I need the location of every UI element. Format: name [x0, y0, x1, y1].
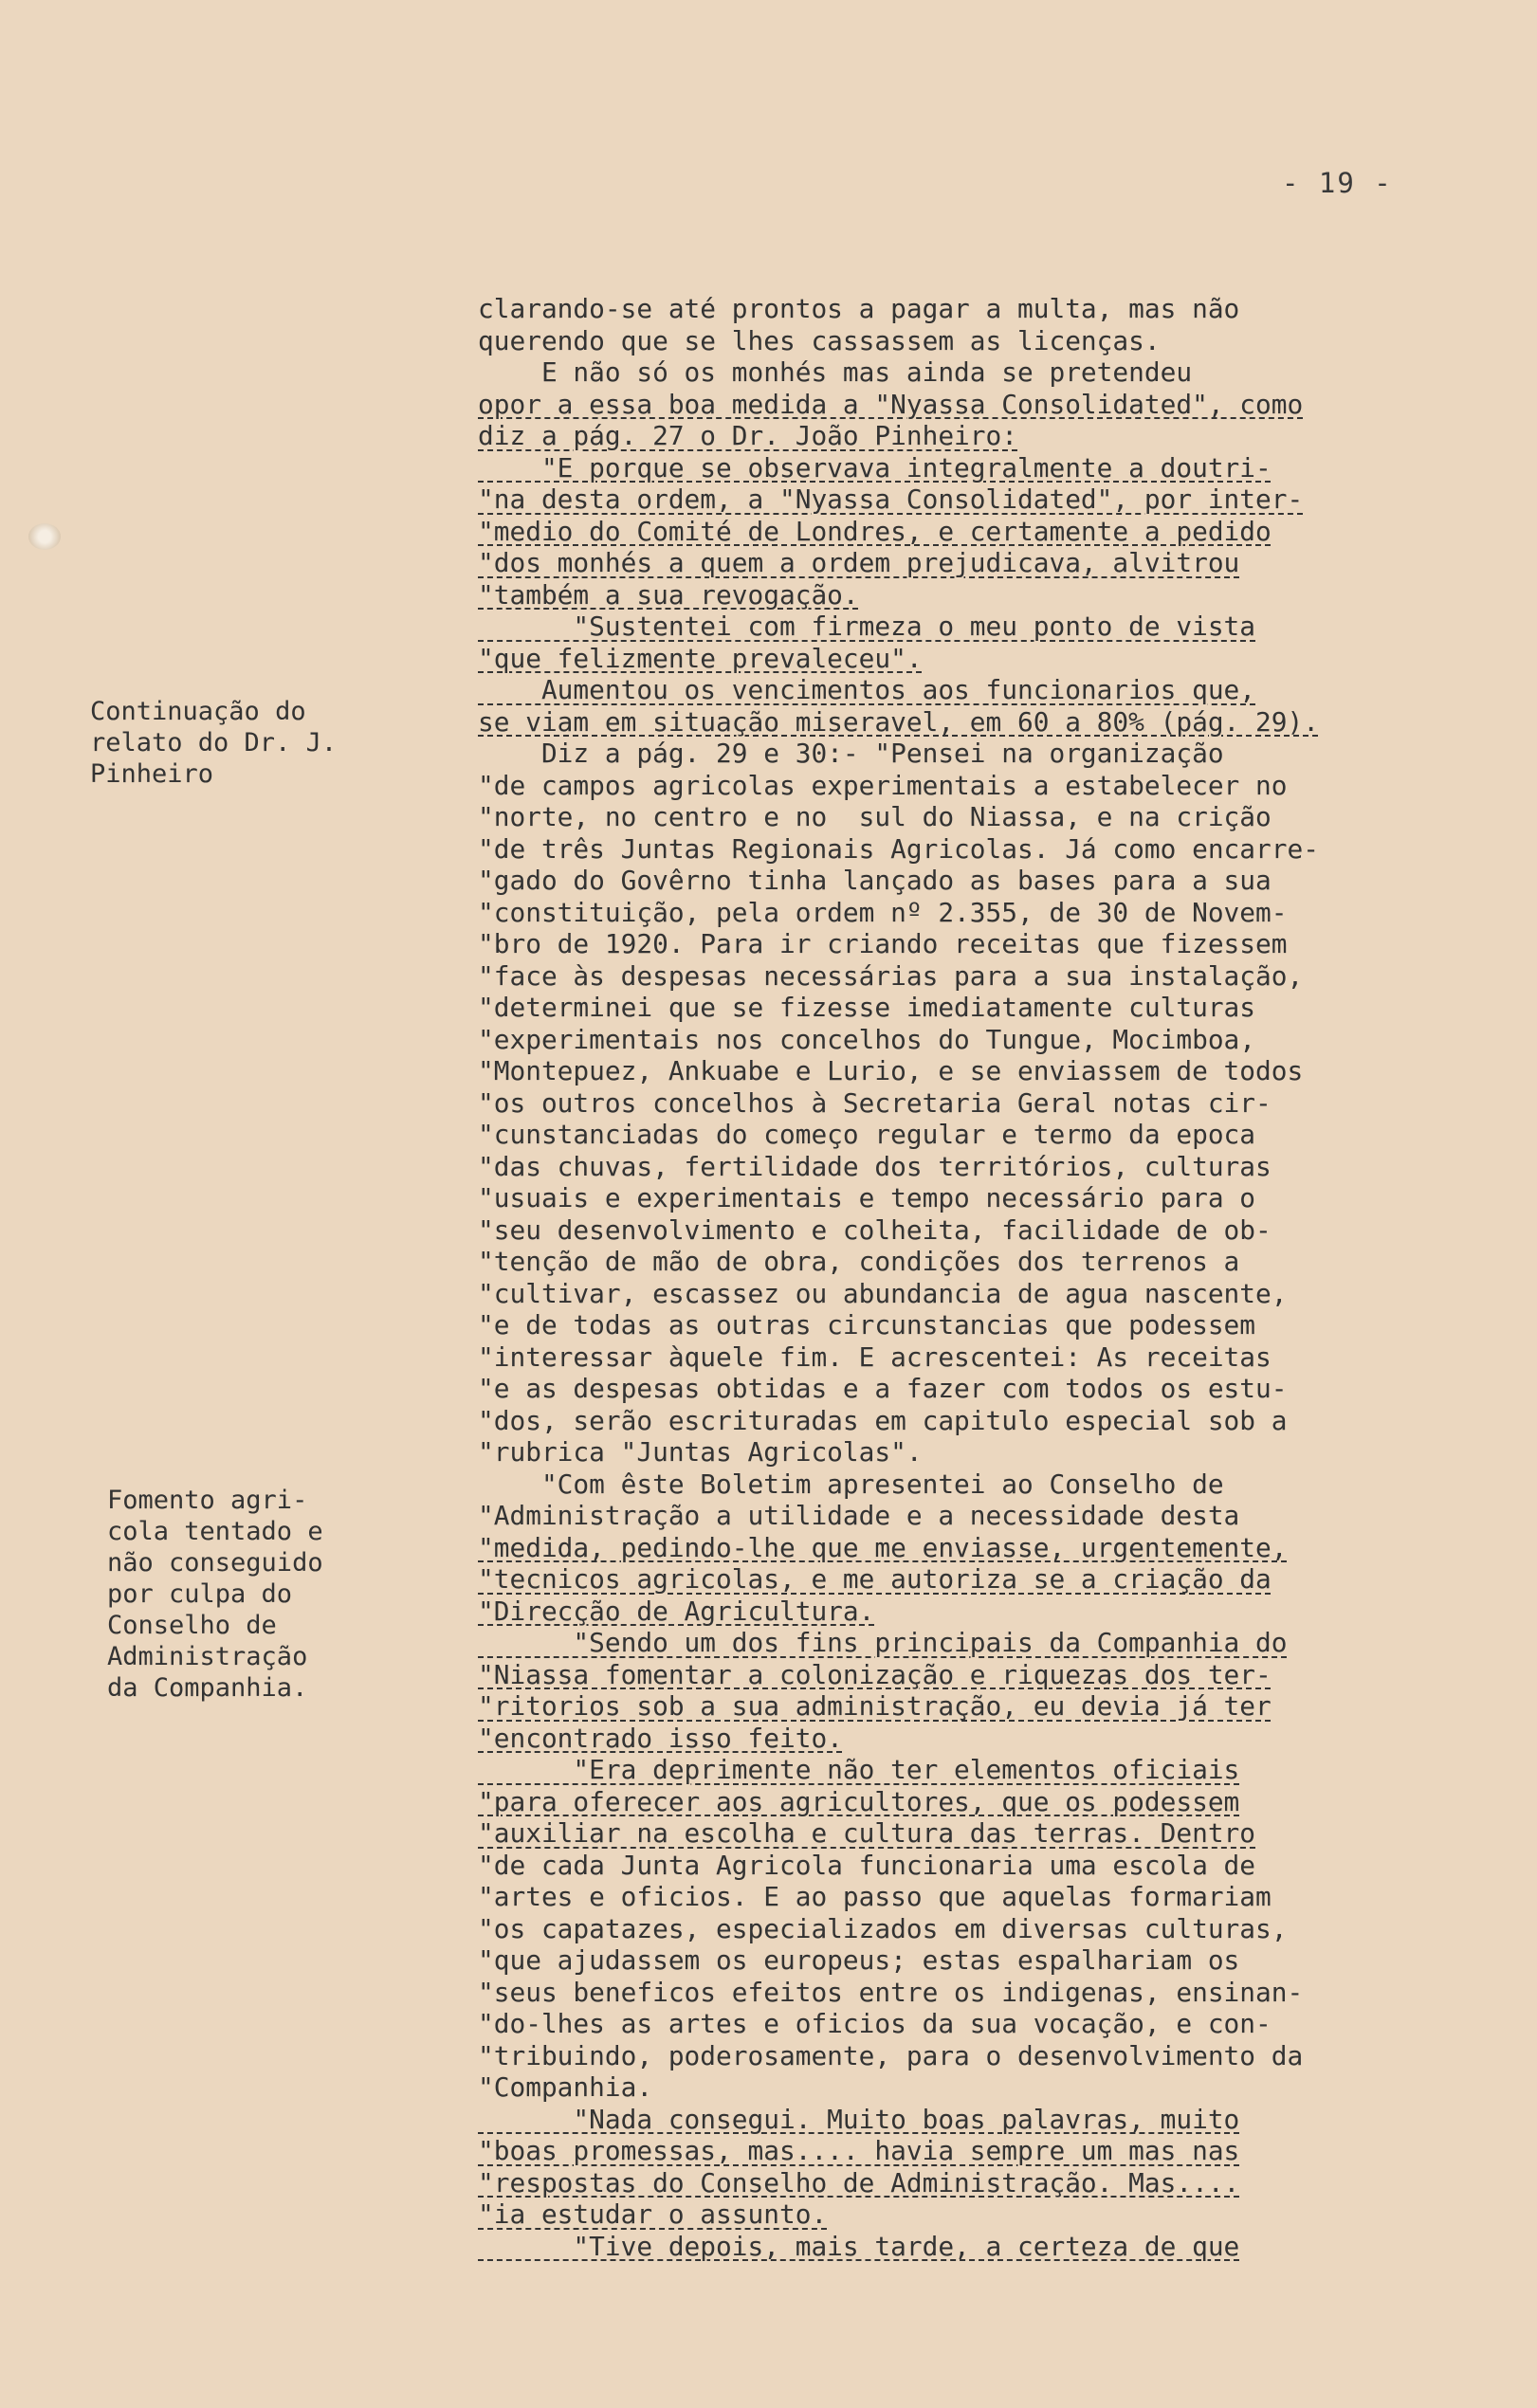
text-line: "dos monhés a quem a ordem prejudicava, alvitrou — [478, 547, 1240, 578]
text-line: "tenção de mão de obra, condições dos terrenos a — [478, 1246, 1240, 1277]
margin-note-line: por culpa do — [107, 1579, 293, 1609]
page-number: - 19 - — [1282, 167, 1393, 199]
text-line: clarando-se até prontos a pagar a multa, mas não — [478, 293, 1240, 324]
margin-note-line: da Companhia. — [107, 1673, 308, 1703]
margin-note-line: Pinheiro — [90, 759, 214, 789]
text-line: "dos, serão escrituradas em capitulo especial sob a — [478, 1404, 1288, 1436]
text-line: opor a essa boa medida a "Nyassa Consolidated", como — [478, 388, 1304, 420]
margin-note-line: cola tentado e — [107, 1517, 323, 1546]
text-line: "e as despesas obtidas e a fazer com todos os estu- — [478, 1373, 1288, 1404]
text-line: "os outros concelhos à Secretaria Geral notas cir- — [478, 1086, 1272, 1119]
text-line: "ritorios sob a sua administração, eu devia já ter — [478, 1690, 1272, 1722]
text-line: "medio do Comité de Londres, e certamente a pedido — [478, 515, 1272, 547]
text-line: "e de todas as outras circunstancias que podessem — [478, 1309, 1256, 1341]
text-line: "Montepuez, Ankuabe e Lurio, e se enviassem de todos — [478, 1055, 1304, 1086]
text-line: "os capatazes, especializados em diversas culturas, — [478, 1912, 1288, 1944]
text-line: "cultivar, escassez ou abundancia de agua nascente, — [478, 1277, 1288, 1309]
text-line: "Sendo um dos fins principais da Companhia do — [478, 1627, 1288, 1658]
text-line: "Sustentei com firmeza o meu ponto de vista — [478, 611, 1256, 642]
text-line: "seu desenvolvimento e colheita, facilidade de ob- — [478, 1213, 1272, 1246]
text-line: "gado do Govêrno tinha lançado as bases para a sua — [478, 865, 1272, 896]
text-line: "para oferecer aos agricultores, que os podessem — [478, 1785, 1240, 1817]
margin-note-line: não conseguido — [107, 1548, 323, 1578]
text-line: "que felizmente prevaleceu". — [478, 642, 923, 674]
margin-note-line: Continuação do — [90, 697, 306, 726]
text-line: diz a pág. 27 o Dr. João Pinheiro: — [478, 420, 1017, 451]
text-line: "de três Juntas Regionais Agricolas. Já como encarre- — [478, 832, 1319, 865]
text-line: "ia estudar o assunto. — [478, 2198, 828, 2230]
body-text — [478, 293, 1483, 2262]
margin-note-line: relato do Dr. J. — [90, 728, 338, 757]
text-line: "de cada Junta Agricola funcionaria uma escola de — [478, 1849, 1256, 1881]
text-line: Aumentou os vencimentos aos funcionarios que, — [478, 674, 1256, 705]
text-line: "constituição, pela ordem nº 2.355, de 30 de Novem- — [478, 896, 1288, 928]
margin-note-1 — [90, 696, 337, 790]
text-line: "na desta ordem, a "Nyassa Consolidated", por inter- — [478, 483, 1304, 515]
text-line: "Nada consegui. Muito boas palavras, muito — [478, 2103, 1240, 2135]
margin-note-line: Conselho de — [107, 1611, 277, 1640]
text-line: "determinei que se fizesse imediatamente culturas — [478, 992, 1256, 1023]
text-line: "interessar àquele fim. E acrescentei: As receitas — [478, 1341, 1272, 1373]
text-line: "experimentais nos concelhos do Tungue, Mocimboa, — [478, 1023, 1256, 1055]
text-line: "auxiliar na escolha e cultura das terras. Dentro — [478, 1817, 1256, 1849]
text-line: Diz a pág. 29 e 30:- "Pensei na organização — [478, 738, 1224, 769]
text-line: E não só os monhés mas ainda se pretendeu — [478, 356, 1193, 388]
punch-hole — [28, 523, 61, 550]
text-line: "encontrado isso feito. — [478, 1722, 843, 1754]
text-line: se viam em situação miseravel, em 60 a 80% (pág. 29). — [478, 705, 1319, 738]
text-line: "que ajudassem os europeus; estas espalhariam os — [478, 1944, 1240, 1976]
text-line: "tecnicos agricolas, e me autoriza se a criação da — [478, 1563, 1272, 1595]
text-line: "Direcção de Agricultura. — [478, 1595, 875, 1627]
text-line: "boas promessas, mas.... havia sempre um mas nas — [478, 2135, 1240, 2166]
text-line: "do-lhes as artes e oficios da sua vocação, e con- — [478, 2008, 1272, 2039]
text-line: "face às despesas necessárias para a sua instalação, — [478, 959, 1304, 992]
margin-note-line: Administração — [107, 1642, 308, 1671]
text-line: "Tive depois, mais tarde, a certeza de que — [478, 2230, 1240, 2262]
text-line: "usuais e experimentais e tempo necessário para o — [478, 1182, 1256, 1213]
text-line: "respostas do Conselho de Administração. Mas.... — [478, 2166, 1240, 2198]
text-line: "bro de 1920. Para ir criando receitas que fizessem — [478, 928, 1288, 959]
text-line: "Niassa fomentar a colonização e riquezas dos ter- — [478, 1658, 1272, 1690]
text-line: "Companhia. — [478, 2071, 653, 2103]
text-line: "das chuvas, fertilidade dos territórios, culturas — [478, 1150, 1272, 1182]
text-line: "tribuindo, poderosamente, para o desenvolvimento da — [478, 2039, 1304, 2071]
text-line: "medida, pedindo-lhe que me enviasse, urgentemente, — [478, 1531, 1288, 1563]
text-line: "norte, no centro e no sul do Niassa, e na crição — [478, 801, 1272, 832]
margin-note-2 — [107, 1485, 323, 1704]
text-line: "artes e oficios. E ao passo que aquelas formariam — [478, 1881, 1272, 1912]
text-line: "Com êste Boletim apresentei ao Conselho de — [478, 1468, 1224, 1500]
text-line: "de campos agricolas experimentais a estabelecer no — [478, 769, 1288, 801]
text-line: "rubrica "Juntas Agricolas". — [478, 1436, 923, 1468]
text-line: "seus beneficos efeitos entre os indigenas, ensinan- — [478, 1976, 1304, 2008]
margin-note-line: Fomento agri- — [107, 1486, 308, 1515]
text-line: "Era deprimente não ter elementos oficiais — [478, 1754, 1240, 1785]
text-line: "E porque se observava integralmente a doutri- — [478, 451, 1272, 483]
text-line: querendo que se lhes cassassem as licenças. — [478, 324, 1161, 356]
text-line: "também a sua revogação. — [478, 578, 859, 611]
text-line: "cunstanciadas do começo regular e termo da epoca — [478, 1119, 1256, 1150]
text-line: "Administração a utilidade e a necessidade desta — [478, 1500, 1240, 1531]
